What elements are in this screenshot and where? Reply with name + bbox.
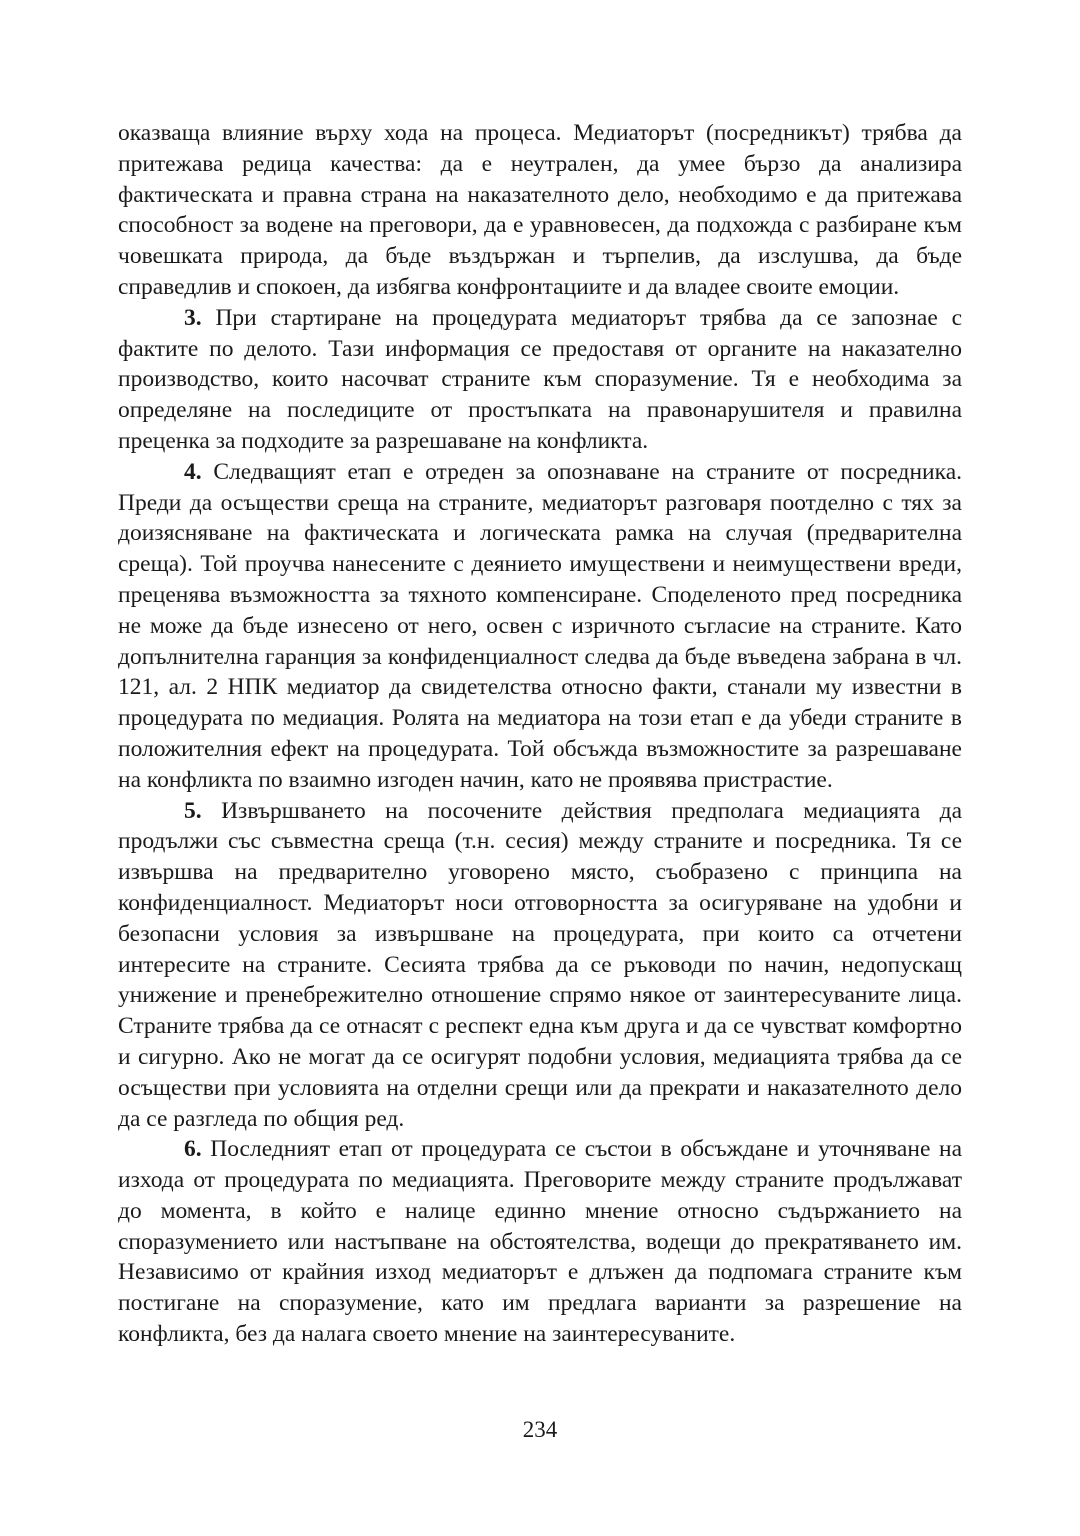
- paragraph-continuation: [118, 118, 962, 303]
- paragraph-step-6: [118, 1134, 962, 1350]
- paragraph-step-5: [118, 796, 962, 1135]
- paragraph-number: 6.: [184, 1136, 202, 1163]
- paragraph-text: При стартиране на процедурата медиаторът трябва да се запознае с фактите по делото. Тази информация се предоставя от органите на наказателно производство, които насочват страните към споразумение. Тя е необходима за определяне на последиците от простъпката на правонарушителя и правилна преценка за подходите за разрешаване на конфликта.: [118, 304, 963, 454]
- paragraph-text: Последният етап от процедурата се състои в обсъждане и уточняване на изхода от процедурата по медиацията. Преговорите между страните продължават до момента, в който е налице единно мнение относно съдържанието на споразумението или настъпване на обстоятелства, водещи до прекратяването им. Независимо от крайния изход медиаторът е длъжен да подпомага страните към постигане на споразумение, като им предлага варианти за разрешение на конфликта, без да налага своето мнение на заинтересуваните.: [118, 1136, 962, 1348]
- paragraph-number: 3.: [184, 304, 202, 331]
- paragraph-step-4: [118, 457, 962, 796]
- paragraph-number: 4.: [184, 458, 202, 485]
- paragraph-text: оказваща влияние върху хода на процеса. Медиаторът (посредникът) трябва да притежава редица качества: да е неутрален, да умее бързо да анализира фактическата и правна страна на наказателното дело, необходимо е да притежава способност за водене на преговори, да е уравновесен, да подхожда с разбиране към човешката природа, да бъде въздържан и търпелив, да изслушва, да бъде справедлив и спокоен, да избягва конфронтациите и да владее своите емоции.: [118, 120, 962, 300]
- paragraph-text: Следващият етап е отреден за опознаване на страните от посредника. Преди да осъществи среща на страните, медиаторът разговаря поотделно с тях за доизясняване на фактическата и логическата рамка на случая (предварителна среща). Той проучва нанесените с деянието имуществени и неимуществени вреди, преценява възможността за тяхното компенсиране. Споделеното пред посредника не може да бъде изнесено от него, освен с изричното съгласие на страните. Като допълнителна гаранция за конфиденциалност следва да бъде въведена забрана в чл. 121, ал. 2 НПК медиатор да свидетелства относно факти, станали му известни в процедурата по медиация. Ролята на медиатора на този етап е да убеди страните в положителния ефект на процедурата. Той обсъжда възможностите за разрешаване на конфликта по взаимно изгоден начин, като не проявява пристрастие.: [118, 458, 963, 793]
- paragraph-text: Извършването на посочените действия предполага медиацията да продължи със съвместна среща (т.н. сесия) между страните и посредника. Тя се извършва на предварително уговорено място, съобразено с принципа на конфиденциалност. Медиаторът носи отговорността за осигуряване на удобни и безопасни условия за извършване на процедурата, при които са отчетени интересите на страните. Сесията трябва да се ръководи по начин, недопускащ унижение и пренебрежително отношение спрямо някое от заинтересуваните лица. Страните трябва да се отнасят с респект една към друга и да се чувстват комфортно и сигурно. Ако не могат да се осигурят подобни условия, медиацията трябва да се осъществи при условията на отделни срещи или да прекрати и наказателното дело да се разгледа по общия ред.: [118, 797, 963, 1132]
- page-body: [118, 118, 962, 1350]
- paragraph-number: 5.: [184, 797, 202, 824]
- paragraph-step-3: [118, 303, 962, 457]
- page-number: 234: [522, 1417, 558, 1442]
